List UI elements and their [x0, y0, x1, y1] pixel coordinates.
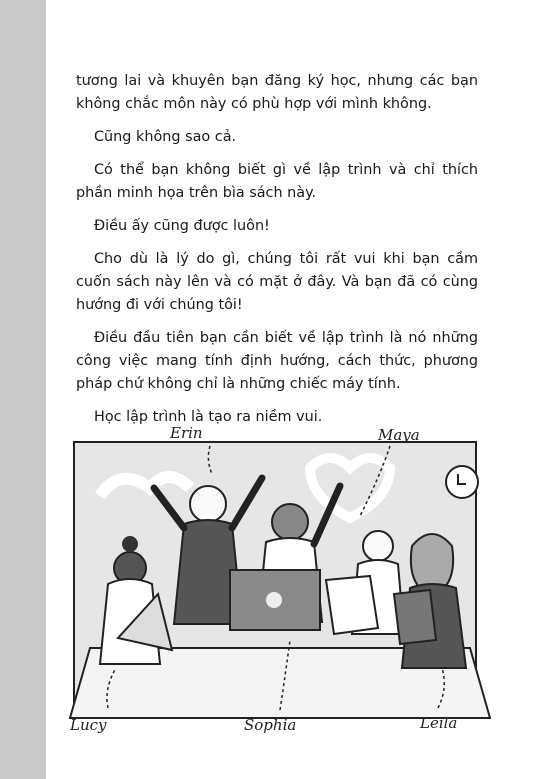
paragraph-3: Có thể bạn không biết gì về lập trình và chỉ thích phần minh họa trên bìa sách này.	[76, 162, 478, 201]
wall-clock	[446, 466, 478, 498]
illustration-coding-girls	[60, 418, 500, 768]
page-edge-strip	[0, 0, 46, 779]
laptop-maya	[326, 576, 378, 634]
paragraph-2: Cũng không sao cả.	[94, 129, 237, 145]
paragraph-1: tương lai và khuyên bạn đăng ký học, nhưng các bạn không chắc môn này có phù hợp với mình không.	[76, 73, 478, 112]
label-leila: Leila	[420, 714, 458, 732]
label-sophia: Sophia	[244, 716, 297, 734]
paragraph-6: Điều đầu tiên bạn cần biết về lập trình là nó những công việc mang tính định hướng, cách thức, phương pháp chứ không chỉ là những chiếc máy tính.	[76, 330, 478, 392]
label-erin: Erin	[170, 424, 203, 442]
label-maya: Maya	[378, 426, 420, 444]
illustration-svg	[60, 418, 500, 768]
laptop-leila	[394, 590, 436, 644]
body-text	[76, 70, 478, 472]
paragraph-4: Điều ấy cũng được luôn!	[94, 218, 270, 234]
label-lucy: Lucy	[70, 716, 107, 734]
paragraph-5: Cho dù là lý do gì, chúng tôi rất vui khi bạn cầm cuốn sách này lên và có mặt ở đây. Và bạn đã có cùng hướng đi với chúng tôi!	[76, 251, 478, 313]
paragraph-7: Học lập trình là tạo ra niềm vui.	[94, 409, 323, 425]
